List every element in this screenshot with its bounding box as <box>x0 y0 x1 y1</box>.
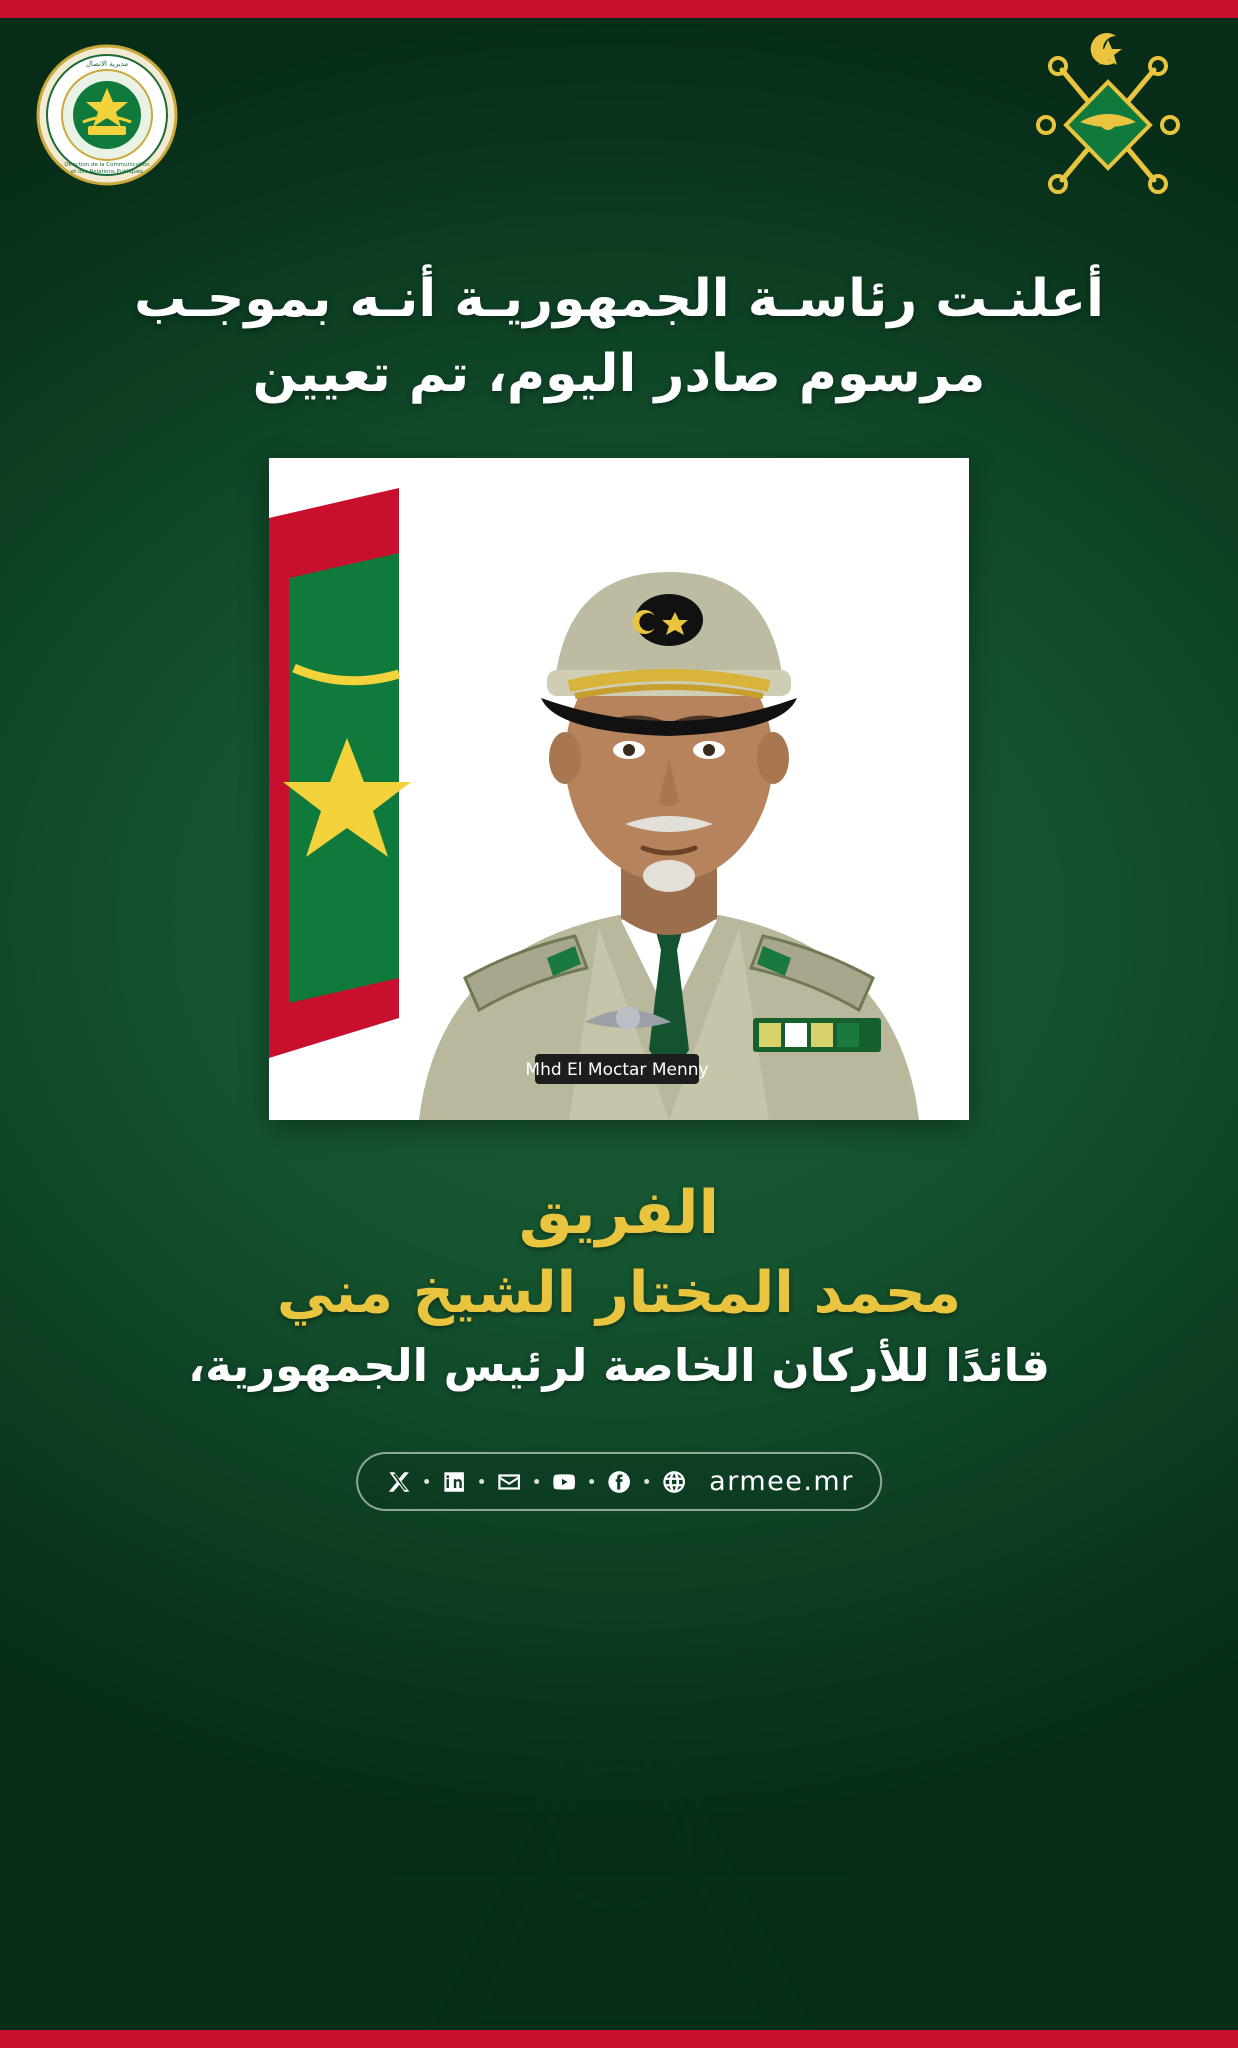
bottom-accent-bar <box>0 2030 1238 2048</box>
separator-dot <box>424 1479 429 1484</box>
facebook-icon[interactable] <box>604 1467 634 1497</box>
mauritanian-flag <box>269 488 411 1058</box>
name-plate <box>525 1054 708 1084</box>
separator-dot <box>644 1479 649 1484</box>
social-media-bar[interactable] <box>356 1452 882 1511</box>
separator-dot <box>589 1479 594 1484</box>
top-accent-bar <box>0 0 1238 18</box>
svg-text:et des Relations Publiques: et des Relations Publiques <box>70 169 144 175</box>
role-description: قائدًا للأركان الخاصة لرئيس الجمهورية، <box>187 1339 1050 1392</box>
portrait-illustration <box>269 458 969 1120</box>
headline-line-2: مرسوم صادر اليوم، تم تعيين <box>252 344 986 405</box>
svg-text:Mhd El Moctar Menny: Mhd El Moctar Menny <box>525 1060 709 1080</box>
directorate-communication-emblem <box>36 44 178 186</box>
headline-line-1: أعلنـت رئاسـة الجمهوريـة أنـه بموجـب <box>134 269 1104 329</box>
mauritanian-army-emblem <box>1018 30 1198 200</box>
background-emblem-watermark <box>309 1628 929 2048</box>
linkedin-icon[interactable] <box>439 1467 469 1497</box>
ribbon-bar <box>753 1018 881 1052</box>
youtube-icon[interactable] <box>549 1467 579 1497</box>
x-twitter-icon[interactable] <box>384 1467 414 1497</box>
svg-text:Direction de la Communication: Direction de la Communication <box>64 162 150 168</box>
headline <box>0 262 1238 413</box>
full-name: محمد المختار الشيخ مني <box>276 1260 962 1326</box>
separator-dot <box>479 1479 484 1484</box>
rank-title: الفريق <box>518 1178 720 1248</box>
email-icon[interactable] <box>494 1467 524 1497</box>
svg-text:مديرية الاتصال: مديرية الاتصال <box>85 60 129 68</box>
separator-dot <box>534 1479 539 1484</box>
website-url[interactable]: armee.mr <box>709 1466 854 1497</box>
portrait-photo <box>269 458 969 1120</box>
website-icon[interactable] <box>659 1467 689 1497</box>
